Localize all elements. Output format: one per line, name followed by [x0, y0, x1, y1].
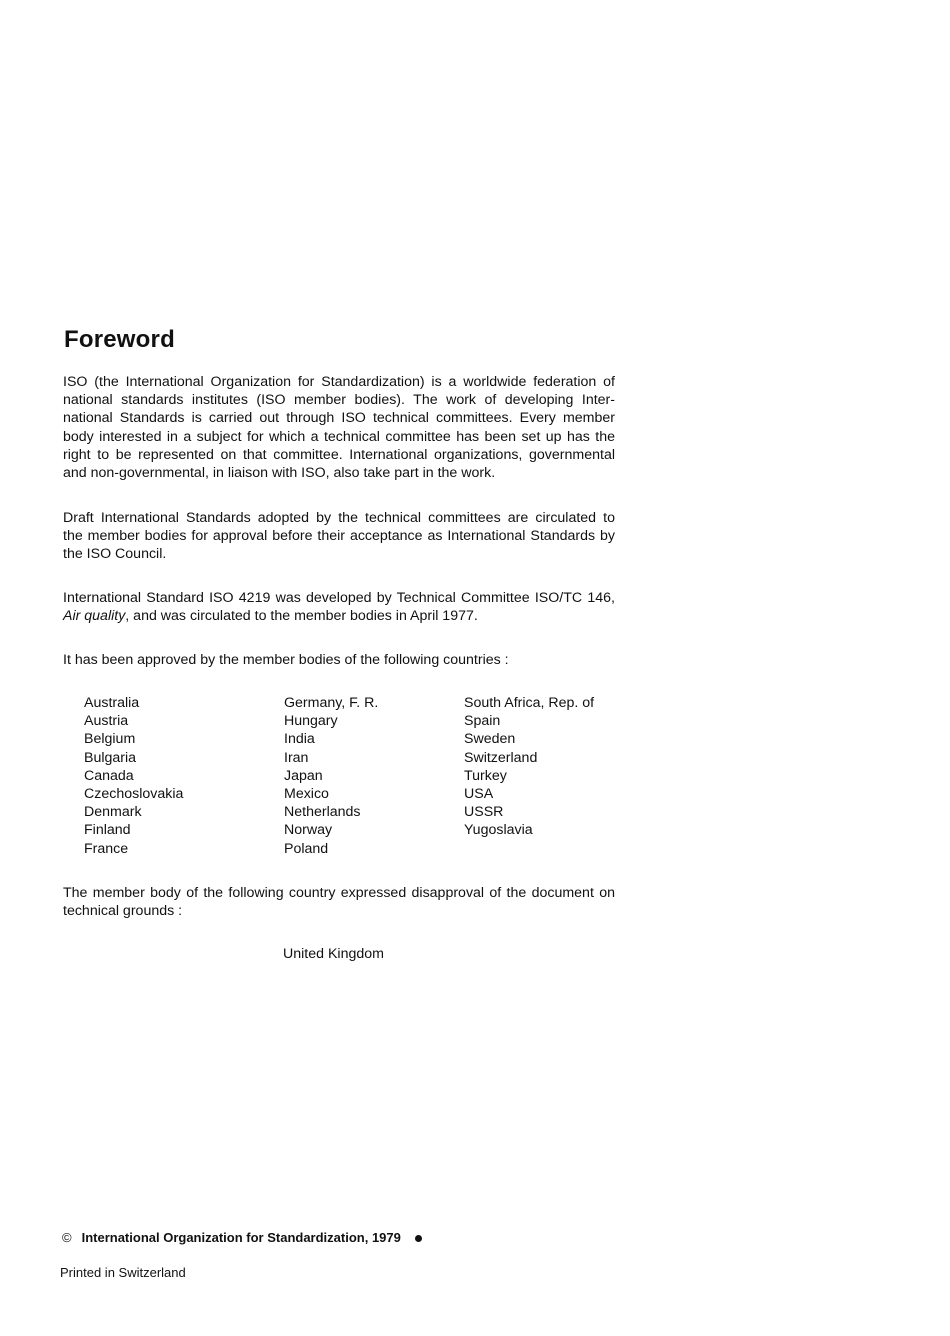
page-title: Foreword — [64, 326, 175, 353]
country-item: Switzerland — [464, 749, 538, 766]
country-item: Germany, F. R. — [284, 695, 379, 711]
country-item: Czechoslovakia — [84, 786, 184, 803]
country-item: Japan — [284, 767, 323, 784]
approval-intro: It has been approved by the member bodies of the following countries : — [63, 652, 509, 668]
copyright-icon: © — [62, 1230, 72, 1245]
country-list-column-3 — [464, 694, 594, 840]
country-item: Norway — [284, 822, 333, 839]
text-line: national standards institutes (ISO member bodies). The work of developing Inter- — [63, 392, 615, 409]
text-line: right to be represented on that committee. International organizations, governmental — [63, 446, 615, 463]
country-item: Iran — [284, 749, 309, 766]
country-list-column-1 — [84, 694, 183, 858]
text-line: ISO (the International Organization for Standardization) is a worldwide federation of — [63, 374, 615, 390]
country-item: France — [84, 840, 129, 857]
country-item: Spain — [464, 713, 501, 730]
country-item: Australia — [84, 695, 140, 711]
copyright-text: International Organization for Standardization, 1979 — [81, 1230, 401, 1245]
text-line: national Standards is carried out through ISO technical committees. Every member — [63, 410, 615, 427]
country-item: Hungary — [284, 713, 338, 730]
text-line: Draft International Standards adopted by the technical committees are circulated to — [63, 510, 615, 526]
disapproving-country: United Kingdom — [283, 946, 384, 962]
country-item: Turkey — [464, 767, 507, 784]
country-item: Poland — [284, 840, 329, 857]
country-item: Austria — [84, 713, 129, 730]
country-item: South Africa, Rep. of — [464, 695, 595, 711]
text-line: International Standard ISO 4219 was developed by Technical Committee ISO/TC 146, — [63, 590, 615, 606]
text-line: technical grounds : — [63, 903, 183, 920]
text-line: and non-governmental, in liaison with ISO, also take part in the work. — [63, 465, 496, 482]
text-fragment: , and was circulated to the member bodies in April 1977. — [125, 608, 478, 625]
country-item: Canada — [84, 767, 134, 784]
bullet-icon — [415, 1235, 422, 1242]
country-item: USSR — [464, 804, 504, 821]
country-list-column-2 — [284, 694, 378, 858]
country-item: USA — [464, 786, 494, 803]
text-line: the ISO Council. — [63, 546, 167, 563]
country-item: Denmark — [84, 804, 142, 821]
foreword-paragraph-development — [63, 589, 615, 625]
text-line: body interested in a subject for which a technical committee has been set up has the — [63, 428, 615, 445]
text-line: the member bodies for approval before their acceptance as International Standards by — [63, 528, 615, 545]
country-item: Finland — [84, 822, 131, 839]
country-item: Netherlands — [284, 804, 361, 821]
foreword-paragraph-iso — [63, 373, 615, 482]
disapproval-intro — [63, 884, 615, 920]
country-item: Belgium — [84, 731, 136, 748]
country-item: Yugoslavia — [464, 822, 533, 839]
foreword-paragraph-drafts — [63, 509, 615, 564]
text-line: The member body of the following country expressed disapproval of the document on — [63, 885, 615, 901]
country-item: Sweden — [464, 731, 516, 748]
text-line — [63, 607, 615, 625]
country-item: Bulgaria — [84, 749, 137, 766]
country-item: India — [284, 731, 315, 748]
country-item: Mexico — [284, 786, 329, 803]
printed-in: Printed in Switzerland — [60, 1265, 186, 1280]
committee-name: Air quality — [63, 608, 126, 625]
copyright-line — [62, 1230, 422, 1245]
